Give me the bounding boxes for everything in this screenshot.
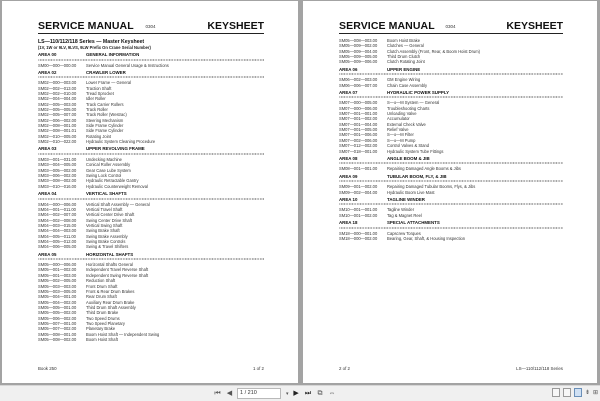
page-header xyxy=(339,18,563,34)
entry-title: Side Frame Cylinder xyxy=(86,123,124,129)
more-options-icon[interactable]: ⊞ xyxy=(592,390,598,396)
entry-code: SM04—003—015.00 xyxy=(38,222,77,228)
entry-list xyxy=(339,166,563,171)
entry-code: SM02—000—003.00 xyxy=(38,80,77,86)
entry-title: Troubleshooting Charts xyxy=(387,105,430,111)
dotted-divider xyxy=(339,96,563,98)
entry-title: Rotating Joint xyxy=(86,133,112,139)
entry-title: S—o—M Filter xyxy=(387,132,414,138)
page-dropdown-icon[interactable]: ▾ xyxy=(286,390,289,397)
entry-title: Swing & Travel Shifters xyxy=(86,244,129,250)
entry-title: Horizontal Shafts General xyxy=(86,262,133,268)
first-page-icon[interactable]: ⏮ xyxy=(214,390,221,397)
area-name: TAGLINE WINDER xyxy=(387,196,425,202)
entry-title: S—o—M Pump xyxy=(387,137,416,143)
entry-list xyxy=(38,262,264,342)
entry-code: SM05—007—001.00 xyxy=(38,320,77,326)
area-number: AREA 05 xyxy=(38,251,57,257)
entry-title: Side Frame Cylinder xyxy=(86,128,124,134)
dotted-divider xyxy=(38,153,264,155)
fit-width-icon[interactable]: ⇔ xyxy=(328,390,336,397)
entry-code: SM04—005—012.00 xyxy=(38,238,77,244)
dotted-divider xyxy=(339,180,563,182)
entry-code: SM05—008—003.00 xyxy=(339,38,378,43)
keysheet-entry xyxy=(339,83,563,88)
entry-title: Auxiliary Rear Drum Brake xyxy=(86,299,135,305)
entry-title: Front & Rear Drum Brakes xyxy=(86,288,135,294)
entry-code: SM05—009—002.00 xyxy=(339,43,378,49)
entry-code: SM02—008—001.01 xyxy=(38,128,77,134)
footer-book: Book 250 xyxy=(38,366,57,371)
entry-title: Boom Hoist Brake xyxy=(387,38,420,43)
entry-title: GM Engine Wiring xyxy=(387,77,421,83)
area-heading xyxy=(339,67,563,73)
entry-title: Hydraulic System Cleaning Procedure xyxy=(86,139,156,145)
keysheet-entry xyxy=(38,244,264,249)
entry-code: SM09—002—004.00 xyxy=(339,189,378,195)
entry-code: SM02—008—001.00 xyxy=(38,123,77,129)
area-name: UPPER REVOLVING FRAME xyxy=(86,146,145,152)
area-name: ANGLE BOOM & JIB xyxy=(387,155,430,161)
entry-title: Third Drum Shaft Assembly xyxy=(86,304,136,310)
entry-code: SM03—004—005.00 xyxy=(38,162,77,168)
document-subtitle: (1V, 1W or 9LV, 9LVS, 9LW Prefix On Crane Serial Number) xyxy=(38,45,151,50)
area-number: AREA 10 xyxy=(339,196,358,202)
entry-title: Two Speed Planetary xyxy=(86,320,125,326)
entry-title: Two Speed Drums xyxy=(86,315,120,321)
entry-list xyxy=(339,231,563,242)
document-title: LS—110/112/118 Series — Master Keysheet xyxy=(38,39,145,45)
viewer-toolbar xyxy=(0,385,600,401)
area-heading xyxy=(339,197,563,203)
entry-code: SM02—004—004.00 xyxy=(38,96,77,102)
entry-title: Traction Shaft xyxy=(86,85,112,91)
entry-code: SM05—001—002.00 xyxy=(38,267,77,273)
entry-code: SM02—010—005.00 xyxy=(38,133,77,139)
entry-code: SM07—001—002.00 xyxy=(339,116,378,122)
entry-list xyxy=(339,100,563,153)
entry-code: SM07—001—001.00 xyxy=(339,111,378,117)
footer-page-number: 2 of 2 xyxy=(339,366,350,371)
keysheet-entry xyxy=(38,63,264,68)
entry-title: Repairing Damaged Tubular Booms, Flys, & Jibs xyxy=(387,184,476,190)
dotted-divider xyxy=(339,73,563,75)
entry-title: Accumulator xyxy=(387,116,410,122)
page-1 xyxy=(2,1,298,383)
entry-code: SM02—002—010.00 xyxy=(38,91,77,97)
entry-code: SM18—000—002.00 xyxy=(339,235,378,241)
entry-code: SM07—001—004.00 xyxy=(339,121,378,127)
entry-title: Track Roller xyxy=(86,107,108,113)
next-page-icon[interactable]: ▶ xyxy=(293,390,299,397)
entry-title: Track Carrier Rollers xyxy=(86,101,124,107)
area-heading xyxy=(339,220,563,226)
entry-title: Steering Mechanism xyxy=(86,117,124,123)
entry-title: Hydraulic System Tube Fittings xyxy=(387,148,444,154)
header-keysheet: KEYSHEET xyxy=(207,20,264,32)
area-name: HORIZONTAL SHAFTS xyxy=(86,251,134,257)
header-code: 0304 xyxy=(145,24,156,29)
area-name: CRAWLER LOWER xyxy=(86,69,126,75)
dotted-divider xyxy=(38,258,264,260)
area-heading xyxy=(38,70,264,76)
area-name: HYDRAULIC POWER SUPPLY xyxy=(387,89,450,95)
entry-code: SM18—000—001.00 xyxy=(339,230,378,236)
entry-code: SM07—002—006.00 xyxy=(339,137,378,143)
entry-code: SM05—000—006.00 xyxy=(38,262,77,268)
entry-title: Boom Hoist Shaft xyxy=(86,336,118,342)
entry-code: SM04—002—008.00 xyxy=(38,217,77,223)
keysheet-entry xyxy=(339,213,563,218)
footer-page-number: 1 of 2 xyxy=(253,366,264,371)
area-number: AREA 09 xyxy=(339,173,358,179)
left-sections xyxy=(38,52,264,342)
view-mode-controls xyxy=(552,388,598,397)
entry-code: SM05—009—006.00 xyxy=(339,59,378,65)
entry-list xyxy=(339,207,563,218)
area-heading xyxy=(38,146,264,152)
entry-code: SM00—000—000.00 xyxy=(38,62,77,68)
dotted-divider xyxy=(339,162,563,164)
entry-list xyxy=(339,77,563,88)
entry-title: Repairing Damaged Angle Booms & Jibs xyxy=(387,166,461,172)
dotted-divider xyxy=(339,203,563,205)
dotted-divider xyxy=(339,227,563,229)
entry-code: SM05—002—005.00 xyxy=(38,278,77,284)
entry-title: Independent Travel Reverse Shaft xyxy=(86,267,149,273)
entry-code: SM03—001—031.00 xyxy=(38,156,77,162)
dotted-divider xyxy=(38,198,264,200)
entry-title: Vertical Travel Shaft xyxy=(86,206,123,212)
entry-title: Boom Hoist Shaft — Independent Swing xyxy=(86,331,160,337)
single-page-view-icon[interactable] xyxy=(552,388,560,397)
entry-code: SM05—008—001.00 xyxy=(38,331,77,337)
area-name: UPPER ENGINE xyxy=(387,66,421,72)
entry-code: SM03—005—002.00 xyxy=(38,167,77,173)
entry-code: SM10—001—001.00 xyxy=(339,207,378,213)
entry-code: SM10—001—002.00 xyxy=(339,212,378,218)
entry-title: Vertical Swing Shaft xyxy=(86,222,123,228)
entry-title: Idler Roller xyxy=(86,96,106,102)
entry-code: SM03—010—016.00 xyxy=(38,183,77,189)
entry-code: SM07—012—002.00 xyxy=(339,143,378,149)
page-navigation xyxy=(213,388,337,399)
area-number: AREA 03 xyxy=(38,146,57,152)
area-number: AREA 18 xyxy=(339,220,358,226)
entry-title: Third Drum Clutch xyxy=(387,54,421,60)
entry-title: Clutches — General xyxy=(387,43,424,49)
entry-title: Hydraulic Boom Live Mast xyxy=(387,189,435,195)
area-name: TUBULAR BOOM, FLY, & JIB xyxy=(387,173,447,179)
keysheet-entry xyxy=(339,149,563,154)
entry-code: SM05—006—002.00 xyxy=(38,315,77,321)
continuous-view-icon[interactable] xyxy=(563,388,571,397)
entry-list xyxy=(38,157,264,189)
entry-title: Swing Lock Control xyxy=(86,173,122,178)
area-name: SPECIAL ATTACHMENTS xyxy=(387,220,440,226)
entry-code: SM05—009—004.00 xyxy=(339,48,378,54)
scroll-view-icon[interactable]: ⇟ xyxy=(584,390,590,396)
keysheet-entry xyxy=(339,190,563,195)
entry-code: SM04—004—003.00 xyxy=(38,228,77,234)
entry-title: Tread Sprocket xyxy=(86,91,114,97)
area-heading xyxy=(339,90,563,96)
previous-page-icon[interactable]: ◀ xyxy=(226,390,233,397)
entry-title: Unloading Valve xyxy=(387,111,417,117)
entry-code: SM03—006—002.00 xyxy=(38,173,77,178)
entry-title: Rear Drum Shaft xyxy=(86,294,117,300)
entry-code: SM05—008—002.00 xyxy=(38,336,77,342)
entry-code: SM07—001—005.00 xyxy=(339,127,378,133)
entry-title: Capscrew Torques xyxy=(387,230,421,236)
entry-code: SM09—001—002.00 xyxy=(339,184,378,190)
area-heading xyxy=(339,174,563,180)
area-name: VERTICAL SHAFTS xyxy=(86,191,127,197)
header-code: 0304 xyxy=(445,24,456,29)
area-number: AREA 00 xyxy=(38,52,57,57)
area-number: AREA 04 xyxy=(38,191,57,197)
copy-icon[interactable]: ⧉ xyxy=(317,390,323,397)
entry-title: Swing Brake Assembly xyxy=(86,233,128,239)
area-number: AREA 08 xyxy=(339,155,358,161)
entry-title: Third Drum Brake xyxy=(86,310,119,316)
entry-title: Tagline Winder xyxy=(387,207,415,213)
entry-title: Swing Center Drive Shaft xyxy=(86,217,132,223)
entry-list xyxy=(38,80,264,144)
area-heading xyxy=(339,156,563,162)
entry-code: SM05—005—002.00 xyxy=(38,310,77,316)
last-page-icon[interactable]: ⏭ xyxy=(304,390,312,397)
page-footer xyxy=(38,366,264,371)
entry-code: SM07—018—001.00 xyxy=(339,148,378,154)
entry-title: Vertical Center Drive Shaft xyxy=(86,212,135,218)
entry-title: Swing Brake Shaft xyxy=(86,228,120,234)
entry-title: Conical Roller Assembly xyxy=(86,162,131,168)
entry-code: SM07—000—005.00 xyxy=(339,100,378,106)
area-number: AREA 07 xyxy=(339,89,358,95)
entry-title: Chain Case Assembly xyxy=(387,82,428,88)
entry-code: SM03—008—002.00 xyxy=(38,178,77,184)
page-footer xyxy=(339,366,563,371)
entry-list xyxy=(38,202,264,250)
header-service-manual: SERVICE MANUAL xyxy=(38,20,134,32)
entry-title: Swing Brake Controls xyxy=(86,238,126,244)
keysheet-entry xyxy=(38,139,264,144)
entry-title: S—o—M System — General xyxy=(387,100,440,106)
entry-code: SM05—009—005.00 xyxy=(339,54,378,60)
entry-title: Undecking Machine xyxy=(86,156,122,162)
entry-code: SM04—000—006.00 xyxy=(38,201,77,207)
entry-title: Relief Valve xyxy=(387,127,409,133)
entry-code: SM06—006—007.00 xyxy=(339,82,378,88)
entry-title: Gear Case Lube System xyxy=(86,167,131,173)
keysheet-entry xyxy=(38,337,264,342)
area-name: GENERAL INFORMATION xyxy=(86,52,140,57)
entry-code: SM04—002—007.00 xyxy=(38,212,77,218)
entry-title: Lower Frame — General xyxy=(86,80,132,86)
dotted-divider xyxy=(38,59,264,61)
entry-code: SM05—003—003.00 xyxy=(38,283,77,289)
entry-code: SM02—005—005.00 xyxy=(38,107,77,113)
entry-code: SM07—000—006.00 xyxy=(339,105,378,111)
page-2 xyxy=(303,1,597,383)
entry-list xyxy=(339,184,563,195)
two-page-view-icon[interactable] xyxy=(574,388,582,397)
entry-code: SM05—001—003.00 xyxy=(38,272,77,278)
page-header xyxy=(38,18,264,34)
keysheet-entry xyxy=(339,59,563,64)
footer-series: LS—110/112/118 Series xyxy=(516,366,563,371)
entry-code: SM05—003—005.00 xyxy=(38,288,77,294)
entry-title: Reduction Shaft xyxy=(86,278,116,284)
entry-code: SM04—005—011.00 xyxy=(38,233,76,239)
entry-code: SM05—005—001.00 xyxy=(38,304,77,310)
keysheet-entry xyxy=(339,166,563,171)
entry-title: External Check Valve xyxy=(387,121,426,127)
entry-code: SM05—004—001.00 xyxy=(38,294,77,300)
keysheet-entry xyxy=(339,236,563,241)
entry-code: SM08—001—001.00 xyxy=(339,166,378,172)
entry-title: Independent Swing Reverse Shaft xyxy=(86,272,149,278)
keysheet-entry xyxy=(38,184,264,189)
entry-code: SM02—010—022.00 xyxy=(38,139,77,145)
area-number: AREA 06 xyxy=(339,66,358,72)
entry-code: SM04—006—005.00 xyxy=(38,244,77,250)
area-heading xyxy=(38,191,264,197)
entry-code: SM02—005—007.00 xyxy=(38,112,77,118)
entry-title: Hydraulic Counterweight Removal xyxy=(86,183,148,189)
dotted-divider xyxy=(38,76,264,78)
entry-title: Clutch Rotating Joint xyxy=(387,59,425,65)
entry-title: Control Valves & Stand xyxy=(387,143,430,149)
entry-title: Front Drum Shaft xyxy=(86,283,118,289)
entry-code: SM06—002—003.00 xyxy=(339,77,378,83)
page-number-input[interactable]: 1 / 210 xyxy=(237,388,281,399)
entry-title: Hydraulic Retractable Gantry xyxy=(86,178,139,184)
entry-code: SM07—001—006.00 xyxy=(339,132,378,138)
lead-entries xyxy=(339,38,563,65)
header-service-manual: SERVICE MANUAL xyxy=(339,20,435,32)
entry-title: Service Manual General Usage & Instructions xyxy=(86,62,169,68)
entry-code: SM05—007—002.00 xyxy=(38,326,77,332)
entry-code: SM02—006—002.00 xyxy=(38,117,77,123)
entry-code: SM05—004—002.00 xyxy=(38,299,77,305)
entry-title: Planetary Brake xyxy=(86,326,116,332)
entry-code: SM02—005—003.00 xyxy=(38,101,77,107)
header-keysheet: KEYSHEET xyxy=(506,20,563,32)
entry-title: Tag & Magnet Reel xyxy=(387,212,422,218)
area-number: AREA 02 xyxy=(38,69,57,75)
entry-title: Clutch Assembly (Front, Rear, & Boom Hoist Drum) xyxy=(387,48,481,54)
entry-title: Bearing, Gear, Shaft, & Housing Inspection xyxy=(387,235,466,241)
right-sections xyxy=(339,67,563,242)
entry-code: SM02—002—013.00 xyxy=(38,85,77,91)
entry-title: Track Roller (Westrac) xyxy=(86,112,127,118)
entry-title: Vertical Shaft Assembly — General xyxy=(86,201,150,207)
entry-list xyxy=(38,63,264,68)
entry-code: SM04—001—011.00 xyxy=(38,206,76,212)
area-heading xyxy=(38,52,264,58)
area-heading xyxy=(38,252,264,258)
